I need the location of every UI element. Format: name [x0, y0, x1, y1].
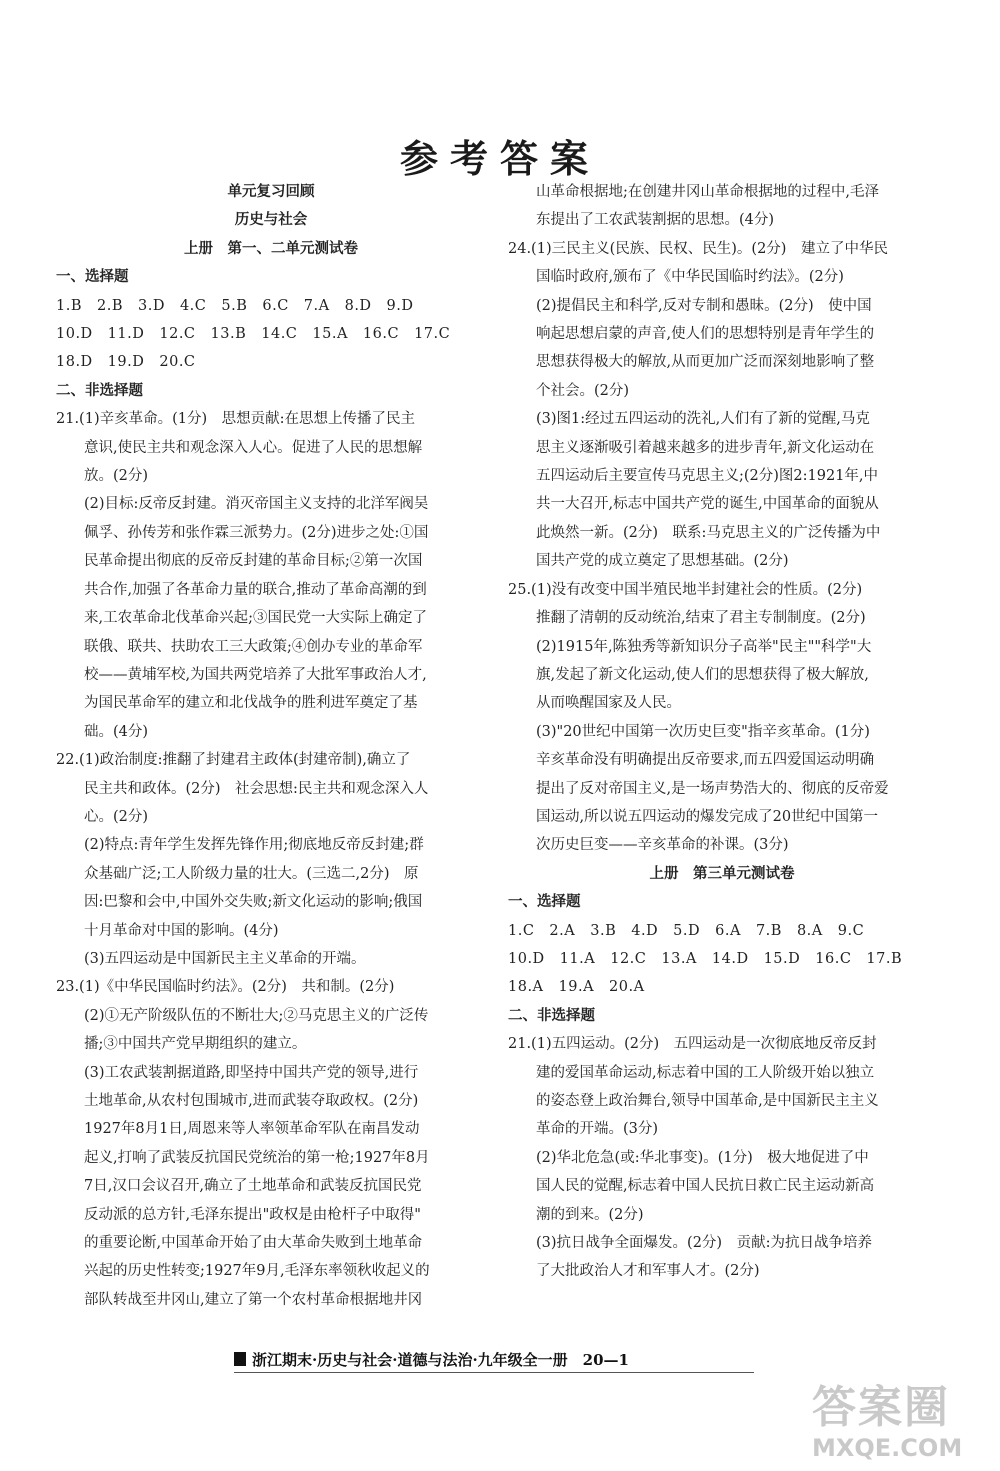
section-heading-review: 单元复习回顾 — [227, 183, 315, 200]
answer-line: 建的爱国革命运动,标志着中国的工人阶级开始以独立 — [536, 1064, 875, 1081]
nonchoice-section-heading: 二、非选择题 — [56, 381, 143, 399]
square-marker-icon — [234, 1352, 246, 1366]
answer-line: 共一大召开,标志中国共产党的诞生,中国革命的面貌从 — [536, 496, 879, 513]
answer-line: (2)目标:反帝反封建。消灭帝国主义支持的北洋军阀吴 — [84, 496, 429, 513]
answer-line: 心。(2分) — [84, 808, 149, 825]
answer-line: 的姿态登上政治舞台,领导中国革命,是中国新民主主义 — [536, 1093, 879, 1109]
answer-line: 22.(1)政治制度:推翻了封建君主政体(封建帝制),确立了 — [56, 752, 411, 769]
answer-line: 放。(2分) — [84, 468, 149, 485]
answer-line: 21.(1)辛亥革命。(1分) 思想贡献:在思想上传播了民主 — [56, 411, 416, 428]
answer-line: 十月革命对中国的影响。(4分) — [84, 922, 279, 939]
answer-line: (2)①无产阶级队伍的不断壮大;②马克思主义的广泛传 — [84, 1007, 429, 1024]
subject-heading: 历史与社会 — [234, 211, 308, 229]
answer-line: 推翻了清朝的反动统治,结束了君主专制制度。(2分) — [536, 610, 866, 627]
watermark-url: MXQE.COM — [812, 1434, 963, 1462]
answer-line: 国临时政府,颁布了《中华民国临时约法》。(2分) — [536, 269, 844, 286]
answer-line: 国共产党的成立奠定了思想基础。(2分) — [536, 553, 789, 570]
answer-line: 24.(1)三民主义(民族、民权、民生)。(2分) 建立了中华民 — [508, 240, 888, 257]
answer-line: 起义,打响了武装反抗国民党统治的第一枪;1927年8月 — [84, 1149, 430, 1166]
answer-line: 响起思想启蒙的声音,使人们的思想特别是青年学生的 — [536, 326, 875, 343]
answer-line: 山革命根据地;在创建井冈山革命根据地的过程中,毛泽 — [536, 184, 879, 200]
answer-line: 国人民的觉醒,标志着中国人民抗日救亡民主运动新高 — [536, 1178, 875, 1195]
answer-line: 思主义逐渐吸引着越来越多的进步青年,新文化运动在 — [536, 439, 875, 456]
answer-line: 7日,汉口会议召开,确立了土地革命和武装反抗国民党 — [84, 1178, 422, 1195]
answer-line: 五四运动后主要宣传马克思主义;(2分)图2:1921年,中 — [536, 468, 879, 485]
answer-row: 1.B 2.B 3.D 4.C 5.B 6.C 7.A 8.D 9.D — [56, 297, 414, 314]
answer-line: 思想获得极大的解放,从而更加广泛而深刻地影响了整 — [536, 354, 875, 371]
answer-line: 来,工农革命北伐革命兴起;③国民党一大实际上确定了 — [84, 610, 427, 627]
answer-line: 民革命提出彻底的反帝反封建的革命目标;②第一次国 — [84, 553, 423, 570]
answer-line: (3)图1:经过五四运动的洗礼,人们有了新的觉醒,马克 — [536, 411, 870, 428]
answer-line: (2)提倡民主和科学,反对专制和愚昧。(2分) 使中国 — [536, 297, 872, 314]
answer-line: 共合作,加强了各革命力量的联合,推动了革命高潮的到 — [84, 581, 427, 598]
page-title: 参考答案 — [399, 136, 600, 181]
nonchoice-section-heading: 二、非选择题 — [508, 1006, 595, 1024]
answer-line: 反动派的总方针,毛泽东提出"政权是由枪杆子中取得" — [84, 1206, 421, 1223]
answer-line: 播;③中国共产党早期组织的建立。 — [84, 1036, 307, 1053]
answer-line: 国运动,所以说五四运动的爆发完成了20世纪中国第一 — [536, 808, 879, 825]
answer-line: 东提出了工农武装割据的思想。(4分) — [536, 212, 775, 229]
footer-text: 浙江期末·历史与社会·道德与法治·九年级全一册 20—1 — [252, 1350, 629, 1369]
answer-line: 23.(1)《中华民国临时约法》。(2分) 共和制。(2分) — [56, 979, 395, 996]
answer-line: 革命的开端。(3分) — [536, 1121, 659, 1138]
answer-line: (3)五四运动是中国新民主主义革命的开端。 — [84, 950, 366, 967]
choice-section-heading: 一、选择题 — [56, 268, 129, 286]
answer-line: (3)抗日战争全面爆发。(2分) 贡献:为抗日战争培养 — [536, 1235, 872, 1252]
answer-line: 为国民革命军的建立和北伐战争的胜利进军奠定了基 — [84, 695, 418, 712]
answer-line: 校——黄埔军校,为国共两党培养了大批军事政治人才, — [84, 666, 427, 683]
answer-line: 潮的到来。(2分) — [536, 1206, 644, 1223]
answer-line: 提出了反对帝国主义,是一场声势浩大的、彻底的反帝爱 — [536, 780, 889, 797]
answer-row: 18.D 19.D 20.C — [56, 354, 196, 371]
answer-row: 1.C 2.A 3.B 4.D 5.D 6.A 7.B 8.A 9.C — [508, 922, 865, 939]
answer-line: (3)"20世纪中国第一次历史巨变"指辛亥革命。(1分) — [536, 723, 870, 740]
answer-line: 民主共和政体。(2分) 社会思想:民主共和观念深入人 — [84, 780, 429, 797]
answer-line: 次历史巨变——辛亥革命的补课。(3分) — [536, 837, 789, 854]
answer-line: 从而唤醒国家及人民。 — [536, 695, 681, 712]
answer-row: 10.D 11.A 12.C 13.A 14.D 15.D 16.C 17.B — [508, 950, 903, 967]
answer-line: 兴起的历史性转变;1927年9月,毛泽东率领秋收起义的 — [84, 1263, 430, 1280]
answer-line: 此焕然一新。(2分) 联系:马克思主义的广泛传播为中 — [536, 524, 881, 541]
answer-line: 佩孚、孙传芳和张作霖三派势力。(2分)进步之处:①国 — [84, 524, 429, 541]
answer-line: 联俄、联共、扶助农工三大政策;④创办专业的革命军 — [84, 638, 423, 655]
answer-line: (2)1915年,陈独秀等新知识分子高举"民主""科学"大 — [536, 638, 872, 655]
right-column — [508, 178, 936, 1286]
answer-line: (3)工农武装割据道路,即坚持中国共产党的领导,进行 — [84, 1064, 419, 1081]
watermark-text: 答案圈 — [812, 1382, 950, 1433]
answer-line: 础。(4分) — [84, 723, 149, 740]
answer-row: 18.A 19.A 20.A — [508, 979, 645, 996]
left-column — [56, 178, 486, 1314]
test-heading-unit3: 上册 第三单元测试卷 — [649, 864, 795, 882]
choice-section-heading: 一、选择题 — [508, 893, 581, 911]
answer-line: 旗,发起了新文化运动,使人们的思想获得了极大解放, — [536, 666, 869, 683]
watermark-logo — [812, 1382, 992, 1468]
answer-line: 了大批政治人才和军事人才。(2分) — [536, 1263, 760, 1280]
answer-line: 21.(1)五四运动。(2分) 五四运动是一次彻底地反帝反封 — [508, 1036, 877, 1053]
answer-line: 因:巴黎和会中,中国外交失败;新文化运动的影响;俄国 — [84, 894, 423, 911]
answer-line: 个社会。(2分) — [536, 382, 630, 399]
test-heading-unit1-2: 上册 第一、二单元测试卷 — [184, 239, 358, 257]
answer-line: 意识,使民主共和观念深入人心。促进了人民的思想解 — [84, 439, 423, 456]
answer-line: (2)特点:青年学生发挥先锋作用;彻底地反帝反封建;群 — [84, 837, 424, 854]
answer-line: (2)华北危急(或:华北事变)。(1分) 极大地促进了中 — [536, 1149, 869, 1166]
answer-line: 的重要论断,中国革命开始了由大革命失败到土地革命 — [84, 1235, 423, 1252]
answer-line: 土地革命,从农村包围城市,进而武装夺取政权。(2分) — [84, 1093, 419, 1109]
answer-line: 部队转战至井冈山,建立了第一个农村革命根据地井冈 — [84, 1291, 423, 1308]
page-footer — [234, 1346, 754, 1373]
answer-line: 25.(1)没有改变中国半殖民地半封建社会的性质。(2分) — [508, 581, 863, 598]
answer-line: 1927年8月1日,周恩来等人率领革命军队在南昌发动 — [84, 1121, 420, 1138]
answer-row: 10.D 11.D 12.C 13.B 14.C 15.A 16.C 17.C — [56, 326, 451, 343]
answer-line: 众基础广泛;工人阶级力量的壮大。(三选二,2分) 原 — [84, 865, 419, 882]
answer-line: 辛亥革命没有明确提出反帝要求,而五四爱国运动明确 — [536, 752, 875, 769]
